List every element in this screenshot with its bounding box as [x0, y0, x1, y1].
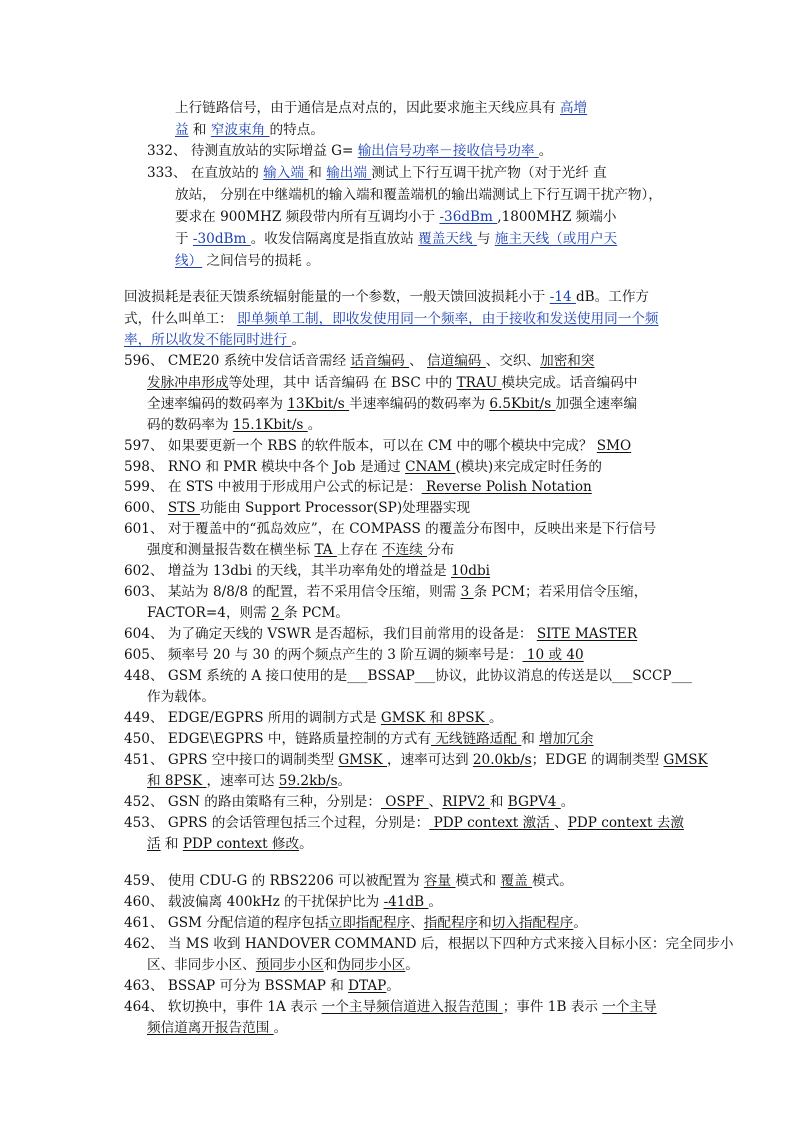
line-text: 和 [478, 915, 492, 931]
line-text: ；事件 1B 表示 [502, 999, 603, 1015]
answer-blank: Reverse Polish Notation [421, 479, 592, 495]
answer-blank: 窄波束角 [210, 122, 270, 138]
question-number: 449、 [124, 710, 164, 726]
answer-blank: TA [314, 542, 337, 558]
answer-blank: 预同步小区 [255, 957, 324, 973]
answer-blank: GMSK [663, 752, 708, 768]
text-line [0, 287, 800, 309]
text-line [0, 687, 800, 709]
answer-blank: 益 [175, 122, 189, 138]
answer-blank: 无线链路适配 [430, 731, 522, 747]
text-line [0, 624, 800, 646]
answer-blank: 13Kbit/s [287, 396, 350, 412]
answer-blank: 指配程序 [423, 915, 479, 931]
line-text: 增益为 13dbi 的天线，其半功率角处的增益是 [163, 563, 451, 579]
answer-blank: 频信道离开报告范围 [147, 1020, 274, 1036]
line-text: 。 [489, 710, 503, 726]
line-text: 。 [405, 957, 419, 973]
line-text: 作为载体。 [147, 689, 215, 705]
line-text: 码的数码率为 [147, 417, 233, 433]
text-line [0, 892, 800, 914]
answer-blank: GMSK 和 8PSK [380, 710, 489, 726]
answer-blank: 59.2kb/s [278, 773, 338, 789]
line-text: GPRS 空中接口的调制类型 [163, 752, 339, 768]
line-text: 和 [308, 165, 327, 181]
line-text: 回波损耗是表征天馈系统辐射能量的一个参数，一般天馈回波损耗小于 [124, 289, 550, 305]
line-text: 当 MS 收到 HANDOVER COMMAND 后，根据以下四种方式来接入目标小区：完全同步小 [163, 936, 734, 952]
line-text: 使用 CDU-G 的 RBS2206 可以被配置为 [163, 873, 424, 889]
line-text: 。 [573, 915, 587, 931]
question-number: 453、 [124, 815, 164, 831]
line-text: 。 [291, 332, 306, 348]
text-line [0, 708, 800, 730]
line-text: CME20 系统中发信话音需经 [163, 353, 351, 369]
question-number: 451、 [124, 752, 164, 768]
answer-blank: 10 或 40 [522, 647, 584, 663]
question-number: 460、 [124, 894, 164, 910]
answer-blank: 增加冗余 [539, 731, 594, 747]
text-line [0, 976, 800, 998]
question-number: 605、 [124, 647, 164, 663]
question-number: 463、 [124, 978, 164, 994]
line-text: BSSAP 可分为 BSSMAP 和 [163, 978, 349, 994]
answer-blank: 10dbi [450, 563, 491, 579]
line-text: 为了确定天线的 VSWR 是否超标，我们目前常用的设备是： [163, 626, 537, 642]
line-text: 模式和 [455, 873, 501, 889]
question-number: 333、 [147, 165, 187, 181]
line-text: EDGE\EGPRS 中，链路质量控制的方式有 [163, 731, 431, 747]
answer-blank: -14 [549, 289, 576, 305]
answer-blank: 容量 [423, 873, 456, 889]
text-line [0, 1018, 800, 1040]
text-line [0, 729, 800, 751]
text-line [0, 540, 800, 562]
answer-blank: 施主天线（或用户天 [494, 231, 618, 247]
line-text: FACTOR=4，则需 [147, 605, 272, 621]
line-text: 模块完成。话音编码中 [501, 375, 638, 391]
line-text: 加强全速率编 [555, 396, 638, 412]
line-text: ，速率可达 [206, 773, 279, 789]
answer-blank: -41dB [383, 894, 429, 910]
answer-blank: 发脉冲串形成 [147, 375, 229, 391]
line-text: 条 PCM；若采用信令压缩， [473, 584, 648, 600]
answer-blank: GMSK [338, 752, 387, 768]
answer-blank: 2 [271, 605, 285, 621]
question-number: 599、 [124, 479, 164, 495]
text-line [0, 251, 800, 273]
answer-blank: PDP context 去激 [567, 815, 684, 831]
line-text: 、交织、 [485, 353, 541, 369]
line-text: 、 [409, 353, 428, 369]
answer-blank: 话音编码 [350, 353, 410, 369]
answer-blank: 线） [175, 253, 203, 269]
text-line [0, 185, 800, 207]
question-number: 600、 [124, 500, 164, 516]
line-text: 。 [337, 773, 352, 789]
line-text: GPRS 的会话管理包括三个过程，分别是： [163, 815, 430, 831]
answer-blank: 活 [147, 836, 161, 852]
line-text: 在直放站的 [186, 165, 264, 181]
answer-blank: 覆盖天线 [418, 231, 477, 247]
text-line [0, 813, 800, 835]
question-number: 461、 [124, 915, 164, 931]
line-text: 放站， 分别在中继端机的输入端和覆盖端机的输出端测试上下行互调干扰产物）， [175, 187, 662, 203]
text-line [0, 603, 800, 625]
line-text: 模式。 [532, 873, 573, 889]
line-text: GSN 的路由策略有三种，分别是： [163, 794, 381, 810]
line-text: 测试上下行互调干扰产物（对于光纤 直 [371, 165, 607, 181]
answer-blank: 立即指配程序 [328, 915, 411, 931]
question-number: 452、 [124, 794, 164, 810]
answer-blank: 输出信号功率－接收信号功率 [357, 143, 539, 159]
line-text: 和 [489, 794, 508, 810]
line-text: dB。工作方 [575, 289, 650, 305]
line-text: 和 [160, 836, 183, 852]
line-text: 某站为 8/8/8 的配置，若不采用信令压缩，则需 [163, 584, 461, 600]
line-text: 强度和测量报告数在横坐标 [147, 542, 315, 558]
line-text: 于 [175, 231, 193, 247]
line-text: 。 [307, 417, 322, 433]
line-text: 条 PCM。 [284, 605, 350, 621]
line-text: 和 [188, 122, 211, 138]
line-text: 载波偏离 400kHz 的干扰保护比为 [163, 894, 384, 910]
line-text: 等处理，其中 话音编码 在 BSC 中的 [228, 375, 457, 391]
question-number: 597、 [124, 438, 164, 454]
line-text: 。 [273, 1020, 288, 1036]
text-line [0, 457, 800, 479]
text-line [0, 436, 800, 458]
line-text: 频率号 20 与 30 的两个频点产生的 3 阶互调的频率号是： [163, 647, 523, 663]
text-line [0, 934, 800, 956]
text-line [0, 330, 800, 352]
answer-blank: SITE MASTER [536, 626, 638, 642]
text-line [0, 771, 800, 793]
line-text: EDGE/EGPRS 所用的调制方式是 [163, 710, 381, 726]
answer-blank: OSPF [380, 794, 429, 810]
question-number: 464、 [124, 999, 164, 1015]
text-line [0, 913, 800, 935]
question-number: 601、 [124, 521, 164, 537]
answer-blank: 和 8PSK [147, 773, 207, 789]
answer-blank: 率，所以收发不能同时进行 [124, 332, 292, 348]
answer-blank: SMO [596, 438, 632, 454]
answer-blank: 输入端 [263, 165, 309, 181]
answer-blank: -36dBm [439, 209, 498, 225]
line-text: 和 [521, 731, 540, 747]
text-line [0, 351, 800, 373]
line-text: GSM 系统的 A 接口使用的是___BSSAP___协议，此协议消息的传送是以___SCCP___ [163, 668, 692, 684]
answer-blank: 一个主导频信道进入报告范围 [321, 999, 503, 1015]
line-text: 。 [538, 143, 553, 159]
answer-blank: 15.1Kbit/s [232, 417, 308, 433]
text-line [0, 163, 800, 185]
line-text: 。 [386, 978, 400, 994]
text-line [0, 477, 800, 499]
answer-blank: 信道编码 [427, 353, 486, 369]
line-text: 分布 [427, 542, 455, 558]
text-line [0, 229, 800, 251]
answer-blank: 不连续 [382, 542, 428, 558]
line-text: 对于覆盖中的“孤岛效应”，在 COMPASS 的覆盖分布图中，反映出来是下行信号 [163, 521, 657, 537]
text-line [0, 207, 800, 229]
line-text: 上行链路信号，由于通信是点对点的，因此要求施主天线应具有 [175, 100, 560, 116]
line-text: 上存在 [336, 542, 383, 558]
text-line [0, 582, 800, 604]
line-text: ,1800MHZ 频端小 [497, 209, 617, 225]
question-number: 604、 [124, 626, 164, 642]
line-text: 、 [410, 915, 424, 931]
text-line [0, 666, 800, 688]
text-line [0, 498, 800, 520]
text-line [0, 955, 800, 977]
answer-blank: 20.0kb/s [472, 752, 532, 768]
line-text: ；EDGE 的调制类型 [531, 752, 664, 768]
line-text: 。 [299, 836, 313, 852]
text-line [0, 792, 800, 814]
line-text: 。 [560, 794, 575, 810]
answer-blank: 3 [460, 584, 474, 600]
line-text: 软切换中，事件 1A 表示 [163, 999, 322, 1015]
answer-blank: 输出端 [326, 165, 372, 181]
text-line [0, 645, 800, 667]
line-text: 。 [428, 894, 443, 910]
answer-blank: 6.5Kbit/s [489, 396, 556, 412]
text-line [0, 98, 800, 120]
line-text: GSM 分配信道的程序包括 [163, 915, 329, 931]
question-number: 602、 [124, 563, 164, 579]
answer-blank: 切入指配程序 [491, 915, 574, 931]
line-text: RNO 和 PMR 模块中各个 Job 是通过 [163, 459, 406, 475]
answer-blank: STS [167, 500, 200, 516]
line-text: 、 [428, 794, 443, 810]
line-text: (模块)来完成定时任务的 [455, 459, 602, 475]
answer-blank: TRAU [456, 375, 502, 391]
line-text: 在 STS 中被用于形成用户公式的标记是： [163, 479, 422, 495]
line-text: 式，什么叫单工： [124, 311, 238, 327]
line-text: 和 [323, 957, 338, 973]
question-number: 596、 [124, 353, 164, 369]
line-text: 如果要更新一个 RBS 的软件版本，可以在 CM 中的哪个模块中完成？ [163, 438, 597, 454]
text-line [0, 750, 800, 772]
answer-blank: PDP context 修改 [182, 836, 300, 852]
question-number: 462、 [124, 936, 164, 952]
line-text: 功能由 Support Processor(SP)处理器实现 [199, 500, 471, 516]
line-text: ，速率可达到 [387, 752, 473, 768]
text-line [0, 871, 800, 893]
answer-blank: 即单频单工制，即收发使用同一个频率，由于接收和发送使用同一个频 [237, 311, 659, 327]
answer-blank: 高增 [559, 100, 588, 116]
text-line [0, 394, 800, 416]
answer-blank: -30dBm [192, 231, 251, 247]
text-line [0, 309, 800, 331]
line-text: 半速率编码的数码率为 [349, 396, 490, 412]
question-number: 603、 [124, 584, 164, 600]
text-line [0, 997, 800, 1019]
text-line [0, 141, 800, 163]
text-line [0, 120, 800, 142]
answer-blank: 伪同步小区 [337, 957, 406, 973]
line-text: 全速率编码的数码率为 [147, 396, 288, 412]
answer-blank: RIPV2 [442, 794, 490, 810]
answer-blank: BGPV4 [507, 794, 561, 810]
text-line [0, 834, 800, 856]
answer-blank: DTAP [348, 978, 387, 994]
text-line [0, 415, 800, 437]
line-text: 与 [476, 231, 495, 247]
line-text: 要求在 900MHZ 频段带内所有互调均小于 [175, 209, 440, 225]
line-text: 的特点。 [269, 122, 324, 138]
line-text: 之间信号的损耗 。 [202, 253, 320, 269]
answer-blank: CNAM [405, 459, 456, 475]
answer-blank: PDP context 激活 [429, 815, 555, 831]
question-number: 448、 [124, 668, 164, 684]
text-line [0, 519, 800, 541]
text-line [0, 373, 800, 395]
line-text: 、 [554, 815, 568, 831]
line-text: 。收发信隔离度是指直放站 [250, 231, 419, 247]
question-number: 450、 [124, 731, 164, 747]
answer-blank: 一个主导 [602, 999, 657, 1015]
line-text: 待测直放站的实际增益 G= [186, 143, 358, 159]
answer-blank: 覆盖 [500, 873, 533, 889]
question-number: 332、 [147, 143, 187, 159]
answer-blank: 加密和突 [540, 353, 595, 369]
question-number: 459、 [124, 873, 164, 889]
line-text: 区、非同步小区、 [147, 957, 256, 973]
text-line [0, 561, 800, 583]
question-number: 598、 [124, 459, 164, 475]
